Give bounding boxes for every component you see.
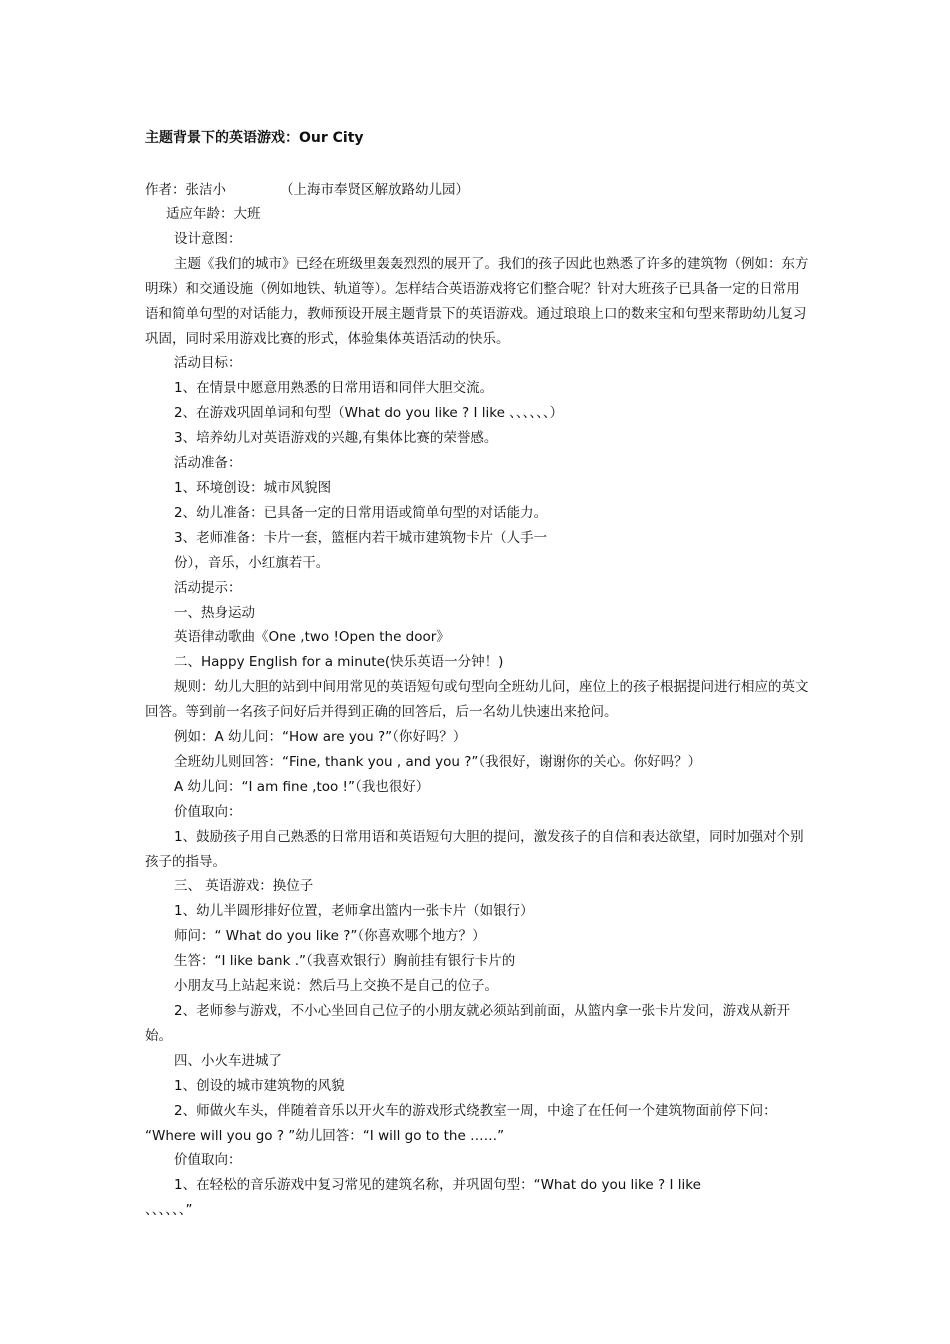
step-paragraph: 2、老师参与游戏，不小心坐回自己位子的小朋友就必须站到前面，从篮内拿一张卡片发问，游戏从新开始。 <box>145 1003 791 1044</box>
example-line: 全班幼儿则回答：“Fine, thank you , and you ?”（我很好，谢谢你的关心。你好吗？） <box>174 753 702 770</box>
step-text-continued: “Where will you go ? ”幼儿回答：“I will go to the ……” <box>145 1127 505 1144</box>
value-heading: 价值取向： <box>174 803 242 820</box>
value-paragraph: 1、鼓励孩子用自己熟悉的日常用语和英语短句大胆的提问，激发孩子的自信和表达欲望，同时加强对个别孩子的指导。 <box>145 828 804 870</box>
step-heading: 四、小火车进城了 <box>174 1052 282 1069</box>
prep-item: 3、老师准备：卡片一套，篮框内若干城市建筑物卡片（人手一 <box>174 529 548 546</box>
organization: （上海市奉贤区解放路幼儿园） <box>280 182 469 198</box>
goal-item: 1、在情景中愿意用熟悉的日常用语和同伴大胆交流。 <box>174 380 494 397</box>
step-text: 1、幼儿半圆形排好位置，老师拿出篮内一张卡片（如银行） <box>174 903 534 920</box>
value-paragraph: 1、在轻松的音乐游戏中复习常见的建筑名称，并巩固句型：“What do you like ? I like <box>174 1177 701 1194</box>
goal-item: 2、在游戏巩固单词和句型（What do you like ? I like 、、、、、、） <box>174 405 564 422</box>
step-text: 小朋友马上站起来说：然后马上交换不是自己的位子。 <box>174 978 498 995</box>
author: 作者：张洁小 <box>145 182 226 198</box>
dialogue-line: 生答：“I like bank .”（我喜欢银行）胸前挂有银行卡片的 <box>174 953 516 970</box>
prep-heading: 活动准备： <box>174 455 242 472</box>
step-heading: 一、热身运动 <box>174 604 255 621</box>
step-heading: 二、Happy English for a minute(快乐英语一分钟！) <box>174 654 504 671</box>
value-heading: 价值取向： <box>174 1152 242 1169</box>
design-heading: 设计意图： <box>174 230 242 247</box>
step-heading: 三、 英语游戏：换位子 <box>174 878 314 895</box>
author-line <box>145 178 469 198</box>
design-paragraph: 主题《我们的城市》已经在班级里轰轰烈烈的展开了。我们的孩子因此也熟悉了许多的建筑物（例如：东方明珠）和交通设施（例如地铁、轨道等）。怎样结合英语游戏将它们整合呢？针对大班孩子已具备一定的日常用语和简单句型的对话能力，教师预设开展主题背景下的英语游戏。通过琅琅上口的数来宝和句型来帮助幼儿复习巩固，同时采用游戏比赛的形式，体验集体英语活动的快乐。 <box>145 255 809 347</box>
value-paragraph-continued: 、、、、、、” <box>145 1202 193 1219</box>
prep-item-continued: 份），音乐，小红旗若干。 <box>174 554 330 571</box>
age-line: 适应年龄：大班 <box>166 206 261 222</box>
goals-heading: 活动目标： <box>174 355 242 372</box>
example-line: 例如：A 幼儿问：“How are you ?”（你好吗？） <box>174 729 467 746</box>
rule-paragraph: 规则：幼儿大胆的站到中间用常见的英语短句或句型向全班幼儿问，座位上的孩子根据提问进行相应的英文回答。等到前一名孩子问好后并得到正确的回答后，后一名幼儿快速出来抢问。 <box>145 679 809 721</box>
step-text: 2、师做火车头，伴随着音乐以开火车的游戏形式绕教室一周，中途了在任何一个建筑物面前停下问： <box>174 1102 777 1119</box>
prep-item: 1、环境创设：城市风貌图 <box>174 479 332 496</box>
dialogue-line: 师问：“ What do you like ?”（你喜欢哪个地方？） <box>174 928 486 945</box>
example-line: A 幼儿问：“I am fine ,too !”（我也很好） <box>174 778 430 795</box>
step-text: 1、创设的城市建筑物的风貌 <box>174 1077 345 1094</box>
document-body <box>145 202 810 1223</box>
goal-item: 3、培养幼儿对英语游戏的兴趣,有集体比赛的荣誉感。 <box>174 430 498 447</box>
step-text: 英语律动歌曲《One ,two !Open the door》 <box>174 629 450 646</box>
tips-heading: 活动提示： <box>174 579 242 596</box>
prep-item: 2、幼儿准备：已具备一定的日常用语或简单句型的对话能力。 <box>174 504 548 521</box>
document-title: 主题背景下的英语游戏：Our City <box>145 130 364 146</box>
